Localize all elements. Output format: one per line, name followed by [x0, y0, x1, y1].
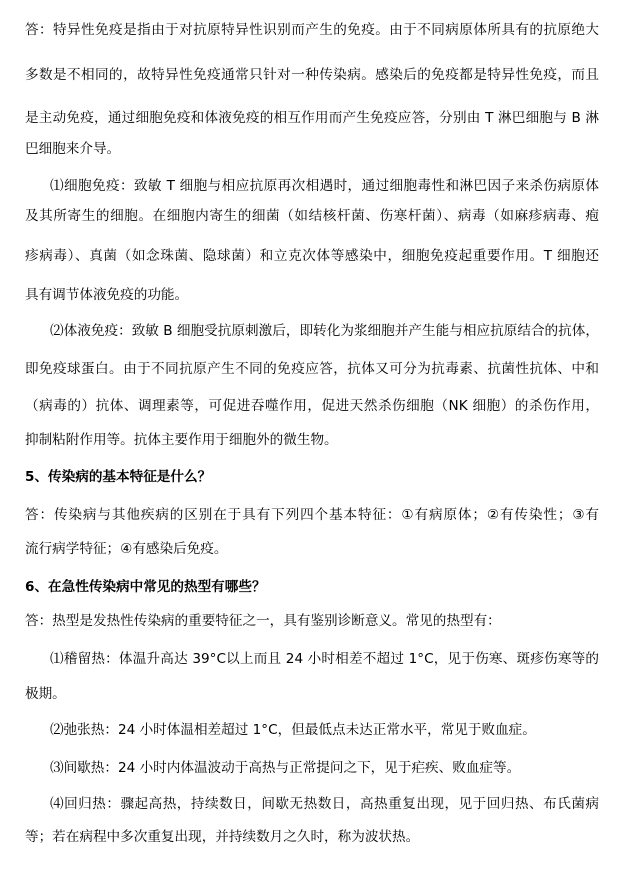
paragraph-line: 极期。	[25, 686, 66, 702]
paragraph-line: 答：热型是发热性传染病的重要特征之一，具有鉴别诊断意义。常见的热型有：	[25, 613, 501, 629]
paragraph-line: 等；若在病程中多次重复出现，并持续数月之久时，称为波状热。	[25, 829, 420, 845]
paragraph-line: 流行病学特征；④有感染后免疫。	[25, 541, 228, 557]
paragraph-line: 巴细胞来介导。	[25, 141, 121, 157]
section-heading: 5、传染病的基本特征是什么？	[25, 469, 212, 485]
paragraph-line: 多数是不相同的，故特异性免疫通常只针对一种传染病。感染后的免疫都是特异性免疫，而且	[25, 67, 599, 83]
paragraph-line: 是主动免疫，通过细胞免疫和体液免疫的相互作用而产生免疫应答，分别由 T 淋巴细胞与 B 淋	[25, 110, 599, 126]
paragraph-line: 即免疫球蛋白。由于不同抗原产生不同的免疫应答，抗体又可分为抗毒素、抗菌性抗体、中和	[25, 361, 599, 377]
paragraph-line: 疹病毒）、真菌（如念珠菌、隐球菌）和立克次体等感染中，细胞免疫起重要作用。T 细胞还	[25, 248, 599, 264]
paragraph-line: 答：特异性免疫是指由于对抗原特异性识别而产生的免疫。由于不同病原体所具有的抗原绝大	[25, 22, 599, 38]
paragraph-line: ⑷回归热：骤起高热，持续数日，间歇无热数日，高热重复出现，见于回归热、布氏菌病	[50, 796, 599, 812]
paragraph-line: ⑶间歇热：24 小时内体温波动于高热与正常提问之下，见于疟疾、败血症等。	[50, 760, 521, 776]
paragraph-line: 答：传染病与其他疾病的区别在于具有下列四个基本特征：①有病原体；②有传染性；③有	[25, 507, 599, 523]
paragraph-line: 抑制粘附作用等。抗体主要作用于细胞外的微生物。	[25, 432, 338, 448]
paragraph-line: ⑵体液免疫：致敏 B 细胞受抗原刺激后，即转化为浆细胞并产生能与相应抗原结合的抗体，	[50, 323, 599, 339]
paragraph-line: 及其所寄生的细胞。在细胞内寄生的细菌（如结核杆菌、伤寒杆菌）、病毒（如麻疹病毒、疱	[25, 208, 599, 224]
paragraph-line: （病毒的）抗体、调理素等，可促进吞噬作用，促进天然杀伤细胞（NK 细胞）的杀伤作用，	[25, 398, 599, 414]
section-heading: 6、在急性传染病中常见的热型有哪些？	[25, 579, 266, 595]
paragraph-line: ⑴细胞免疫：致敏 T 细胞与相应抗原再次相遇时，通过细胞毒性和淋巴因子来杀伤病原体	[50, 178, 599, 194]
paragraph-line: ⑴稽留热：体温升高达 39°C以上而且 24 小时相差不超过 1°C，见于伤寒、斑疹伤寒等的	[50, 651, 599, 667]
paragraph-line: ⑵弛张热：24 小时体温相差超过 1°C，但最低点未达正常水平，常见于败血症。	[50, 722, 536, 738]
paragraph-line: 具有调节体液免疫的功能。	[25, 287, 189, 303]
